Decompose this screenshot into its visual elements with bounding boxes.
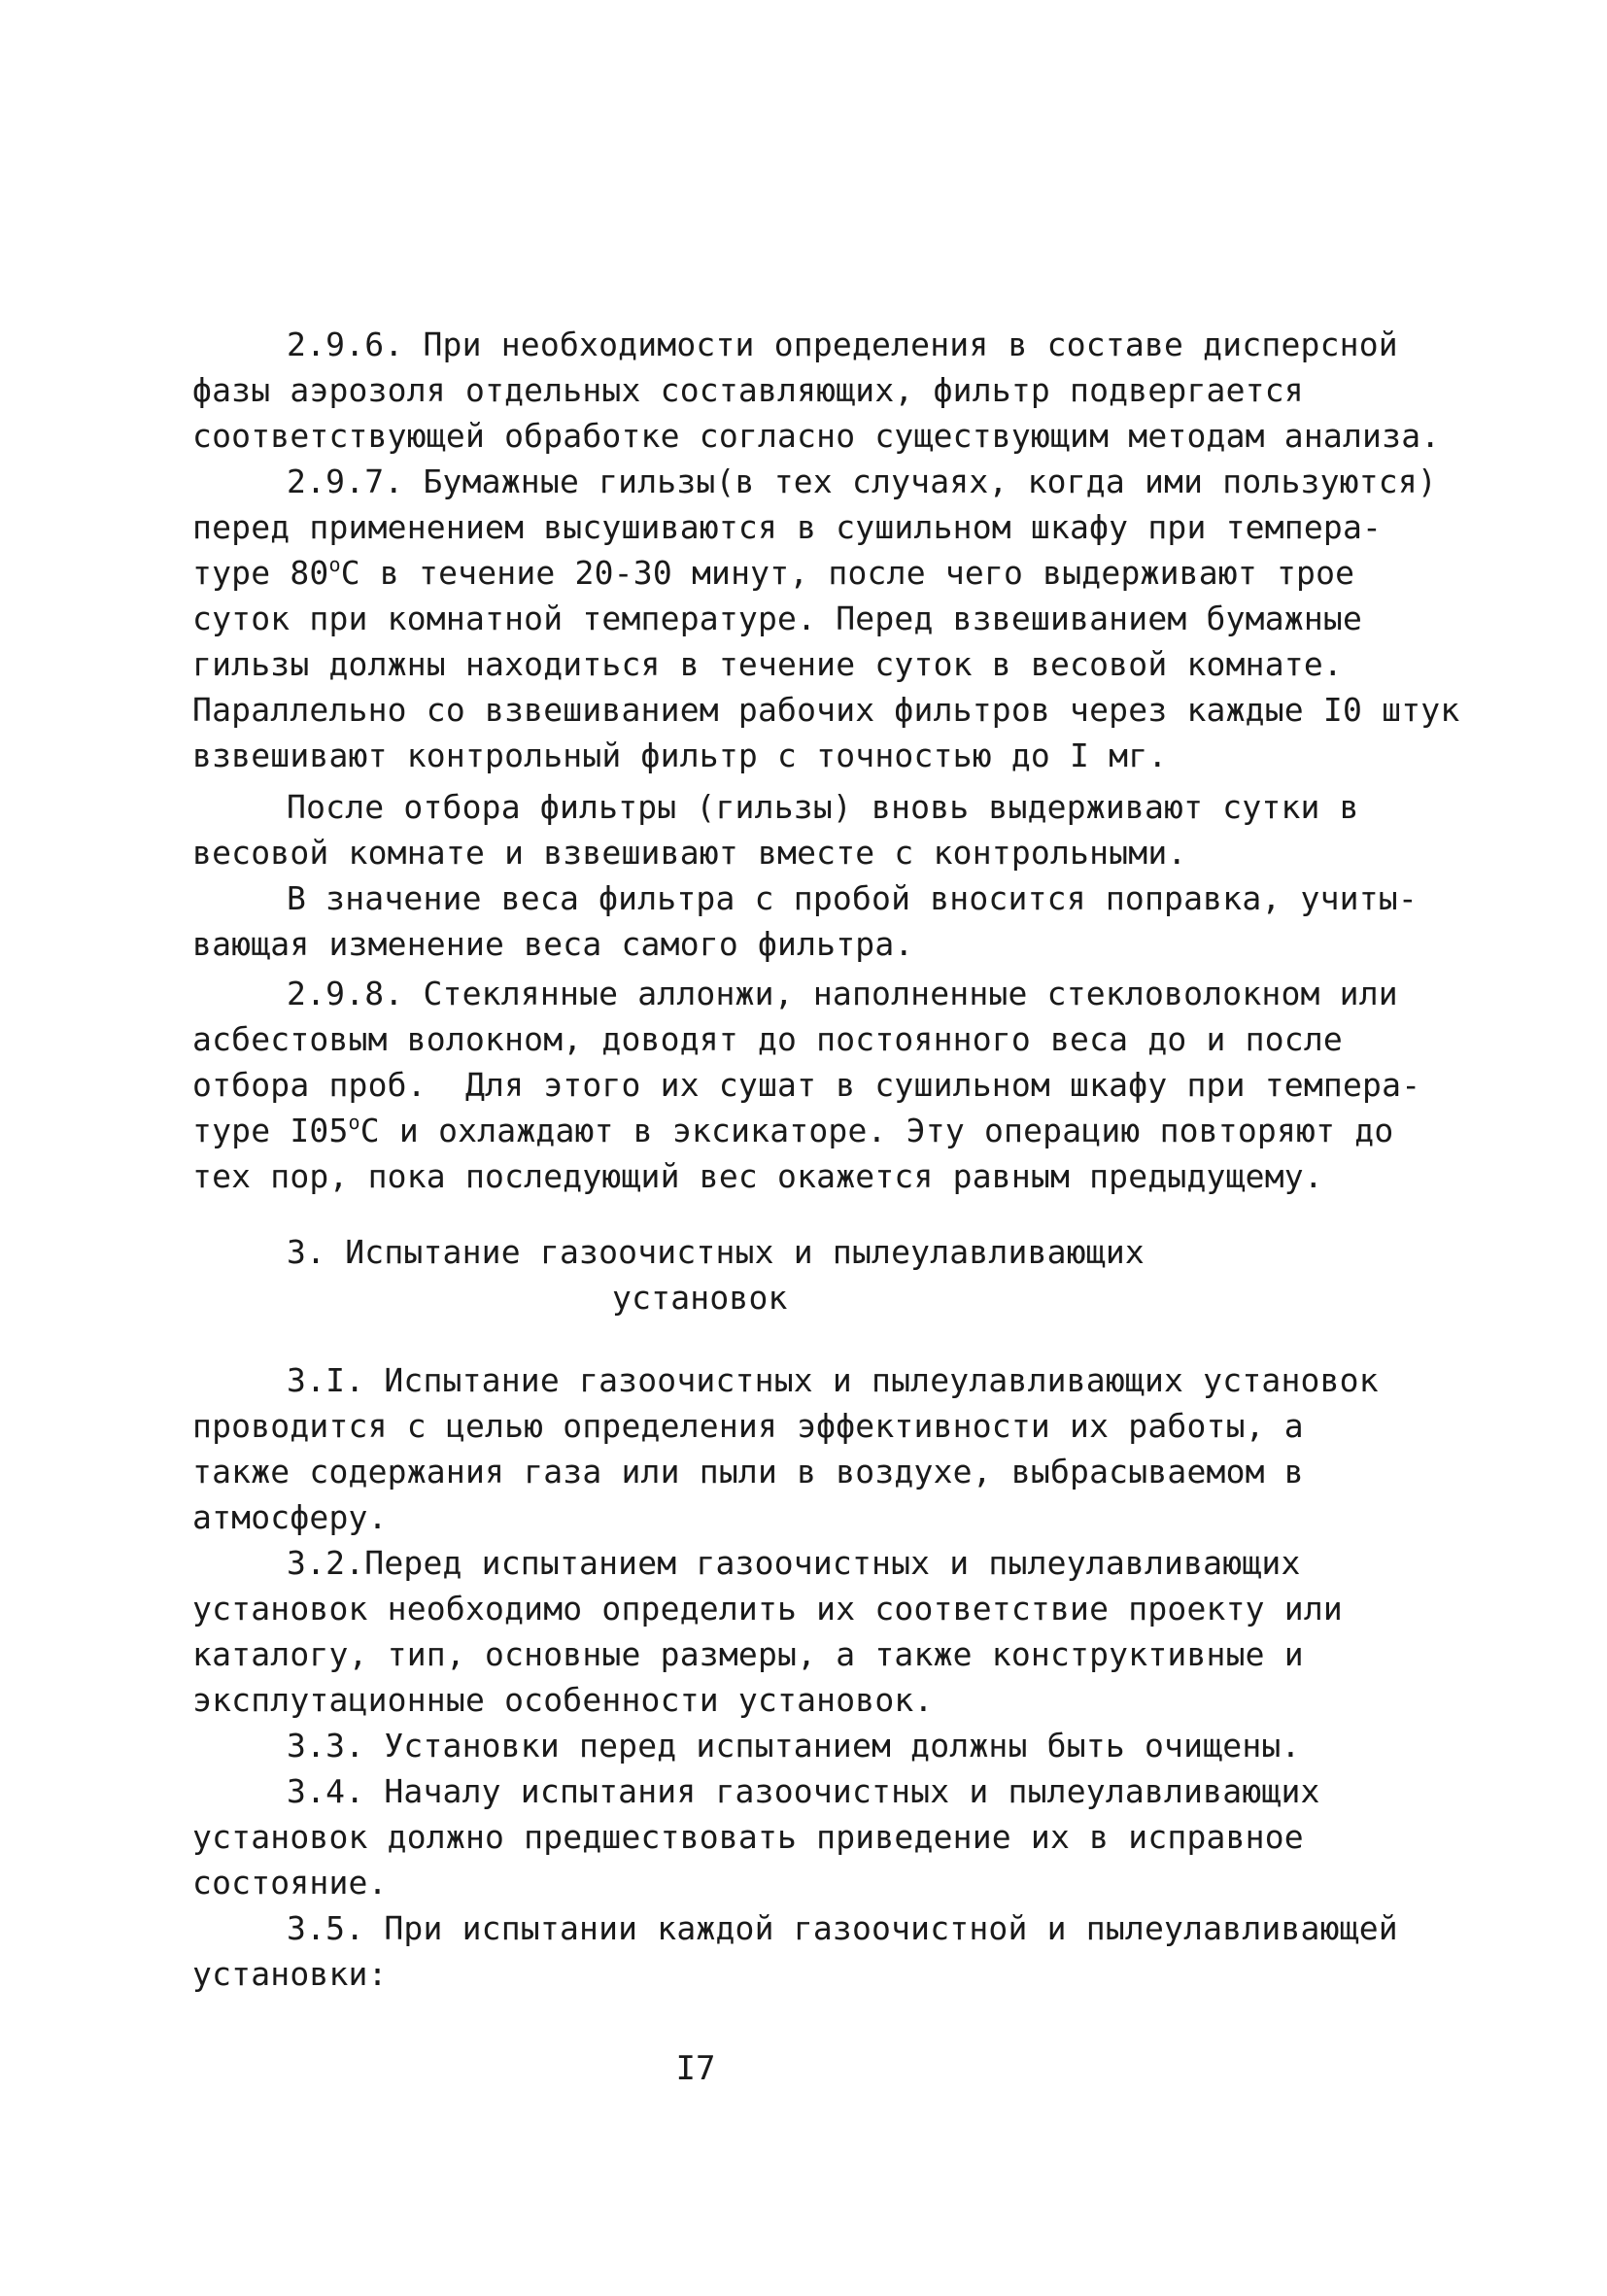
paragraph-2-9-6-line-3: соответствующей обработке согласно существующим методам анализа.: [192, 417, 1441, 455]
degree-superscript: о: [328, 553, 341, 576]
paragraph-3-3-line-1: 3.3. Установки перед испытанием должны быть очищены.: [287, 1727, 1301, 1765]
paragraph-3-1-line-1: 3.I. Испытание газоочистных и пылеулавливающих установок: [287, 1361, 1379, 1399]
temperature-80-text: туре 80: [192, 554, 329, 592]
temperature-105-text: туре I05: [192, 1112, 349, 1149]
paragraph-2-9-6-line-2: фазы аэрозоля отдельных составляющих, фильтр подвергается: [192, 371, 1304, 409]
paragraph-2-9-8-line-4: [192, 1109, 1455, 1153]
paragraph-3-2-line-1: 3.2.Перед испытанием газоочистных и пылеулавливающих: [287, 1544, 1301, 1582]
paragraph-2-9-8-line-3: отбора проб. Для этого их сушат в сушильном шкафу при темпера-: [192, 1066, 1421, 1104]
paragraph-after-sampling-line-1: После отбора фильтры (гильзы) вновь выдерживают сутки в: [287, 788, 1359, 826]
paragraph-2-9-8-line-2: асбестовым волокном, доводят до постоянного веса до и после: [192, 1020, 1343, 1058]
paragraph-2-9-7-line-1: 2.9.7. Бумажные гильзы(в тех случаях, когда ими пользуются): [287, 463, 1437, 500]
paragraph-3-1-line-2: проводится с целью определения эффективности их работы, а: [192, 1407, 1304, 1445]
paragraph-2-9-7-line-2: перед применением высушиваются в сушильном шкафу при темпера-: [192, 508, 1383, 546]
section-3-heading-line-1: 3. Испытание газоочистных и пылеулавливающих: [287, 1233, 1145, 1271]
degree-superscript: о: [348, 1111, 360, 1134]
paragraph-3-4-line-3: состояние.: [192, 1864, 388, 1902]
paragraph-2-9-8-line-5: тех пор, пока последующий вес окажется равным предыдущему.: [192, 1157, 1323, 1195]
paragraph-2-9-7-line-7: взвешивают контрольный фильтр с точностью до I мг.: [192, 737, 1168, 774]
paragraph-2-9-7-line-4: суток при комнатной температуре. Перед взвешиванием бумажные: [192, 600, 1363, 637]
section-3-heading-line-2: установок: [612, 1279, 788, 1317]
paragraph-2-9-7-line-6: Параллельно со взвешиванием рабочих фильтров через каждые I0 штук: [192, 691, 1460, 729]
paragraph-3-2-line-3: каталогу, тип, основные размеры, а также конструктивные и: [192, 1635, 1304, 1673]
paragraph-2-9-7-line-5: гильзы должны находиться в течение суток в весовой комнате.: [192, 645, 1343, 683]
paragraph-correction-line-2: вающая изменение веса самого фильтра.: [192, 925, 914, 963]
paragraph-2-9-7-line-3-rest: С в течение 20-30 минут, после чего выдерживают трое: [340, 554, 1355, 592]
paragraph-3-1-line-4: атмосферу.: [192, 1498, 388, 1536]
paragraph-2-9-6-line-1: 2.9.6. При необходимости определения в составе дисперсной: [287, 326, 1398, 363]
paragraph-2-9-8-line-1: 2.9.8. Стеклянные аллонжи, наполненные стекловолокном или: [287, 975, 1398, 1012]
paragraph-3-5-line-1: 3.5. При испытании каждой газоочистной и пылеулавливающей: [287, 1909, 1398, 1947]
paragraph-after-sampling-line-2: весовой комнате и взвешивают вместе с контрольными.: [192, 834, 1187, 872]
paragraph-2-9-7-line-3: [192, 551, 1455, 596]
paragraph-3-1-line-3: также содержания газа или пыли в воздухе, выбрасываемом в: [192, 1453, 1304, 1491]
paragraph-3-2-line-2: установок необходимо определить их соответствие проекту или: [192, 1590, 1343, 1628]
paragraph-2-9-8-line-4-rest: С и охлаждают в эксикаторе. Эту операцию повторяют до: [359, 1112, 1394, 1149]
paragraph-3-2-line-4: эксплутационные особенности установок.: [192, 1681, 934, 1719]
paragraph-correction-line-1: В значение веса фильтра с пробой вносится поправка, учиты-: [287, 879, 1418, 917]
paragraph-3-4-line-1: 3.4. Началу испытания газоочистных и пылеулавливающих: [287, 1772, 1320, 1810]
paragraph-3-5-line-2: установки:: [192, 1955, 388, 1993]
page-number: I7: [675, 2049, 716, 2088]
paragraph-3-4-line-2: установок должно предшествовать приведение их в исправное: [192, 1818, 1304, 1856]
